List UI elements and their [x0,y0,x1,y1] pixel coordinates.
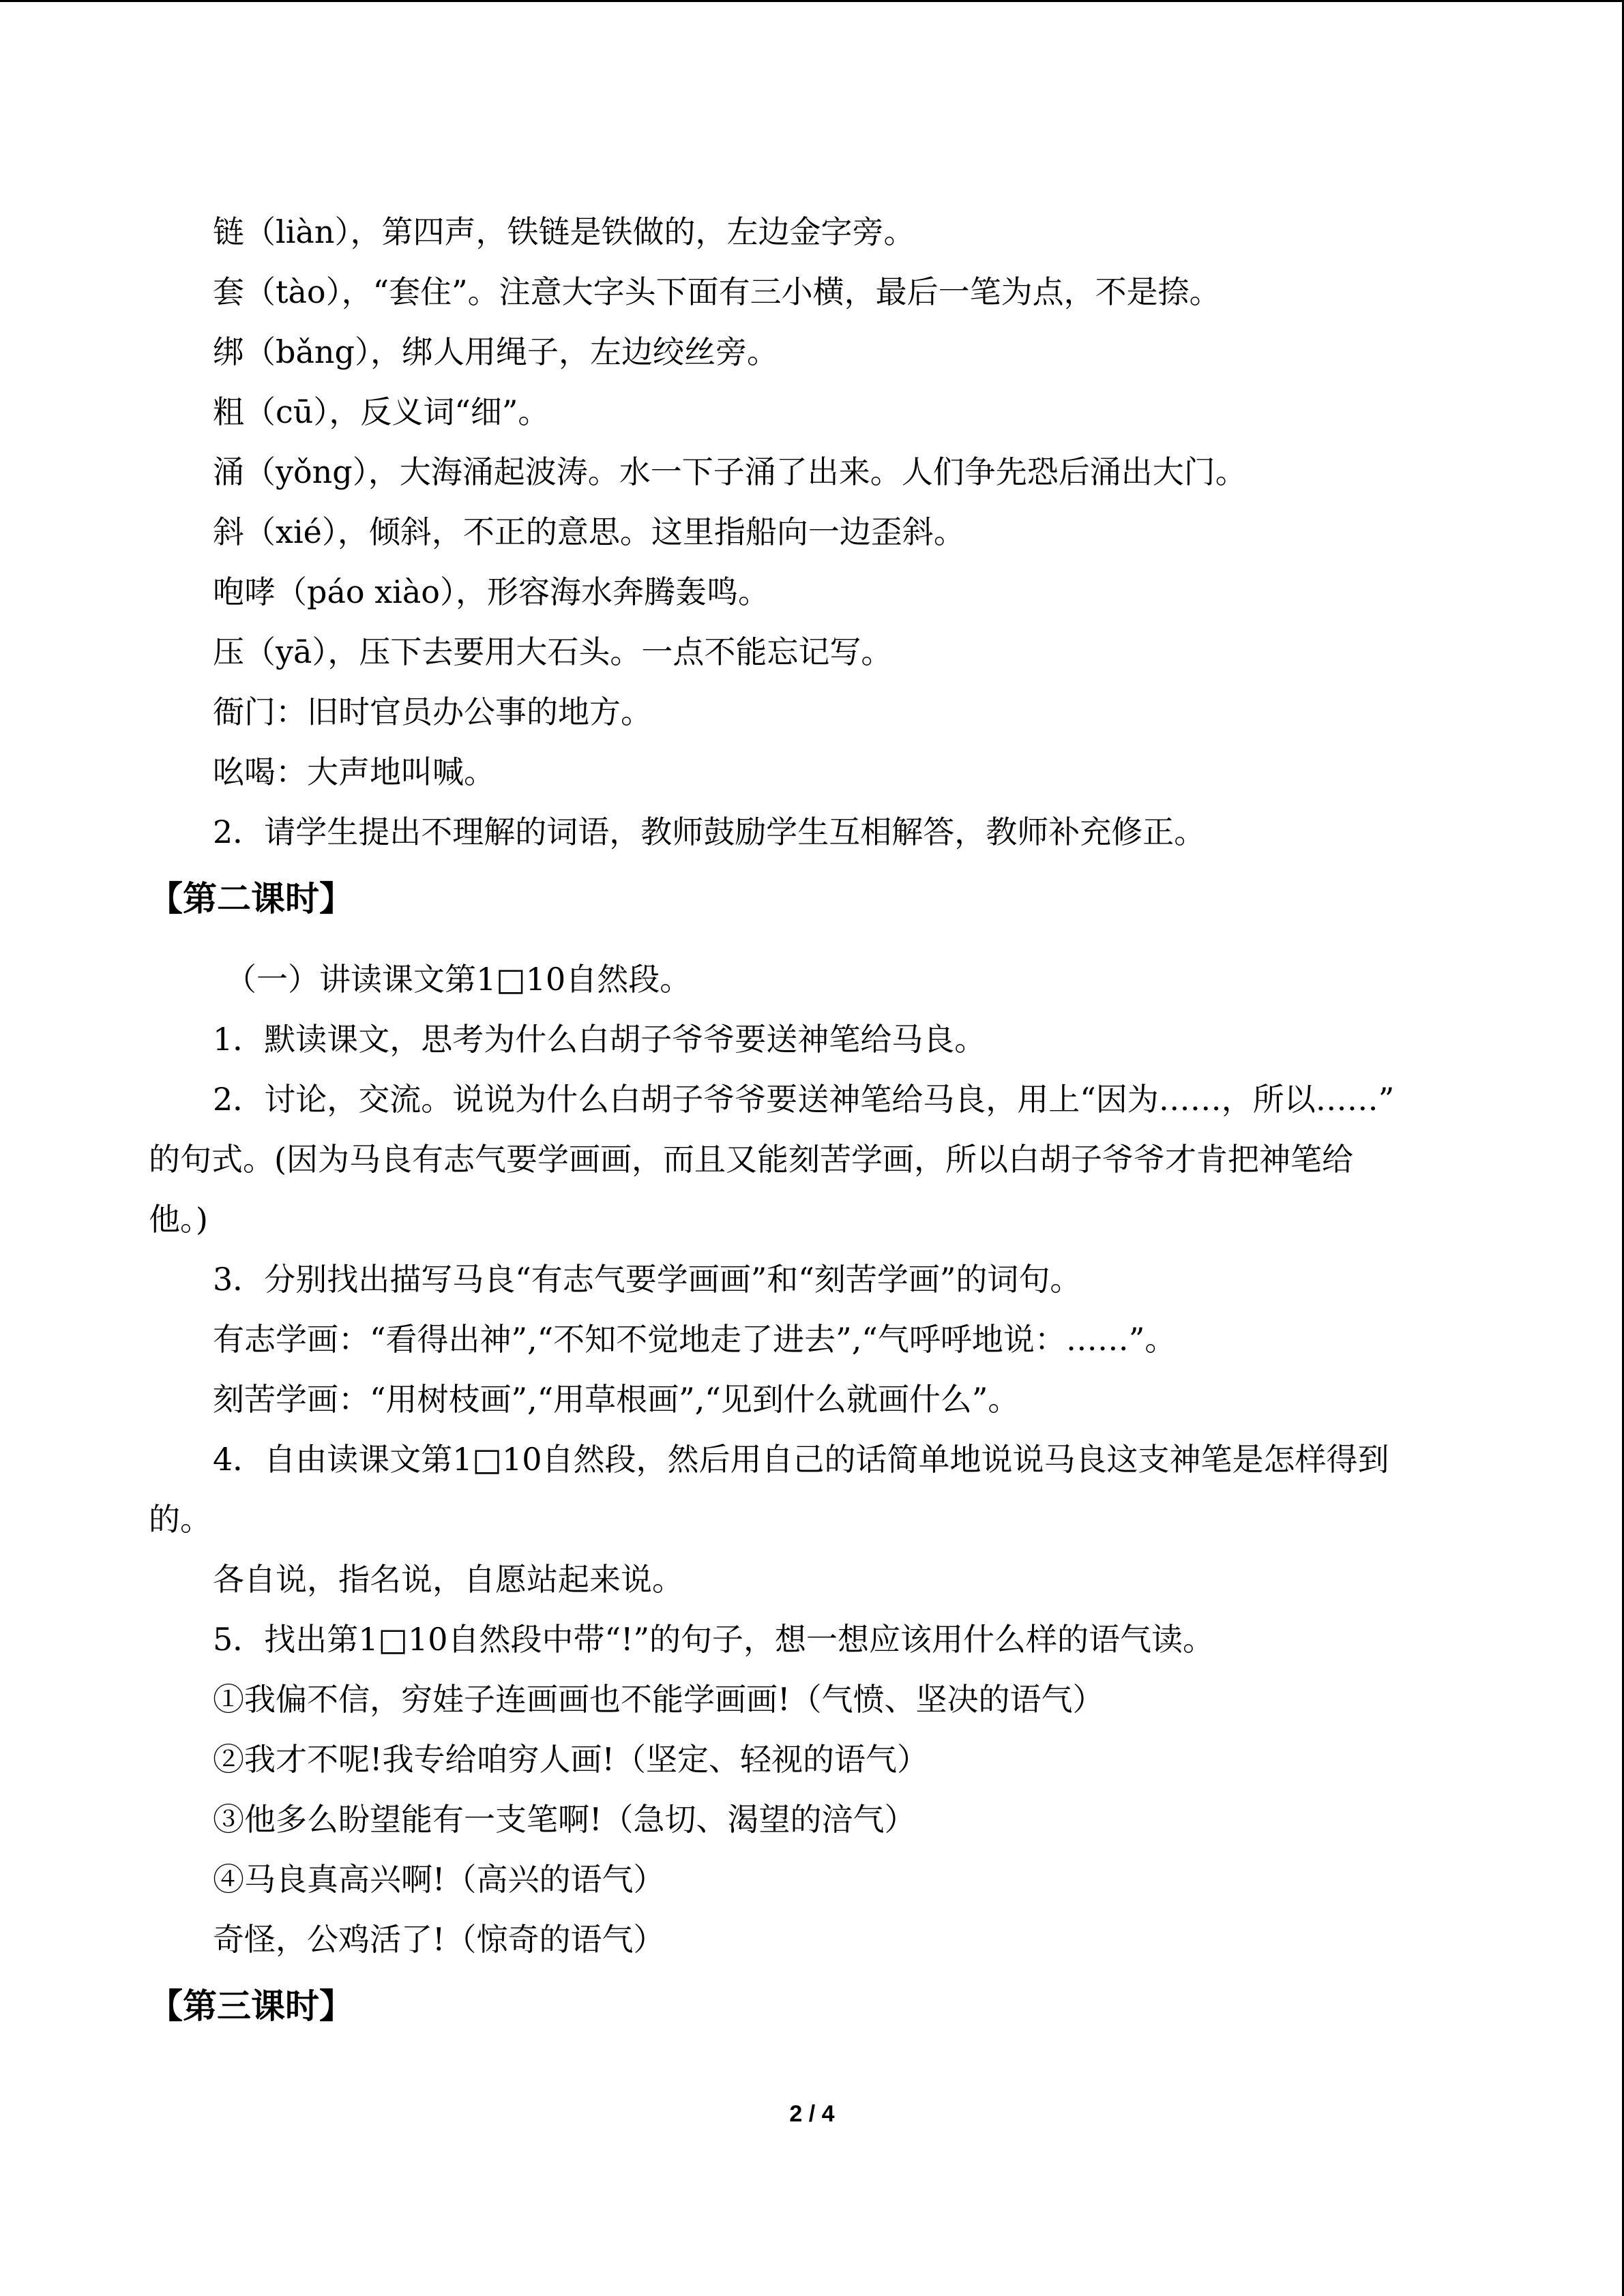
text-line: ④马良真高兴啊!（高兴的语气） [213,1861,665,1898]
text-line: 5．找出第1□10自然段中带“!”的句子，想一想应该用什么样的语气读。 [213,1621,1215,1658]
text-line: 斜（xié），倾斜，不正的意思。这里指船向一边歪斜。 [213,513,965,550]
top-border [0,0,1624,2]
section-heading-third-lesson: 【第三课时】 [149,1986,353,2026]
text-line: （一）讲读课文第1□10自然段。 [225,961,692,998]
text-line: 链（liàn），第四声，铁链是铁做的，左边金字旁。 [213,213,915,250]
text-line: 4．自由读课文第1□10自然段，然后用自己的话简单地说说马良这支神笔是怎样得到 [213,1441,1389,1478]
text-line: 涌（yǒng），大海涌起波涛。水一下子涌了出来。人们争先恐后涌出大门。 [213,453,1247,490]
text-line: 的句式。(因为马良有志气要学画画，而且又能刻苦学画，所以白胡子爷爷才肯把神笔给 [149,1141,1353,1178]
text-line: 1．默读课文，思考为什么白胡子爷爷要送神笔给马良。 [213,1021,986,1058]
text-line: ③他多么盼望能有一支笔啊!（急切、渴望的涪气） [213,1801,916,1838]
text-line: 奇怪，公鸡活了!（惊奇的语气） [213,1921,665,1958]
text-line: 的。 [149,1501,211,1538]
text-line: 绑（bǎng），绑人用绳子，左边绞丝旁。 [213,333,778,370]
text-line: 套（tào），“套住”。注意大字头下面有三小横，最后一笔为点，不是捺。 [213,273,1221,310]
page-number: 2 / 4 [789,2101,835,2127]
text-line: 3．分别找出描写马良“有志气要学画画”和“刻苦学画”的词句。 [213,1261,1082,1298]
text-line: 2．讨论，交流。说说为什么白胡子爷爷要送神笔给马良，用上“因为……，所以……” [213,1081,1395,1118]
text-line: 衙门：旧时官员办公事的地方。 [213,694,652,730]
text-line: 吆喝：大声地叫喊。 [213,754,495,790]
text-line: 2．请学生提出不理解的词语，教师鼓励学生互相解答，教师补充修正。 [213,814,1206,850]
text-line: ①我偏不信，穷娃子连画画也不能学画画!（气愤、坚决的语气） [213,1681,1104,1718]
text-line: 有志学画：“看得出神”,“不知不觉地走了进去”,“气呼呼地说：……”。 [213,1321,1177,1358]
text-line: 压（yā），压下去要用大石头。一点不能忘记写。 [213,633,893,670]
text-line: 刻苦学画：“用树枝画”,“用草根画”,“见到什么就画什么”。 [213,1381,1020,1418]
text-line: 咆哮（páo xiào），形容海水奔腾轰鸣。 [213,573,769,610]
text-line: 各自说，指名说，自愿站起来说。 [213,1561,683,1598]
text-line: 他。) [149,1201,208,1238]
section-heading-second-lesson: 【第二课时】 [149,878,353,919]
text-line: ②我才不呢!我专给咱穷人画!（坚定、轻视的语气） [213,1741,928,1778]
text-line: 粗（cū），反义词“细”。 [213,393,550,430]
